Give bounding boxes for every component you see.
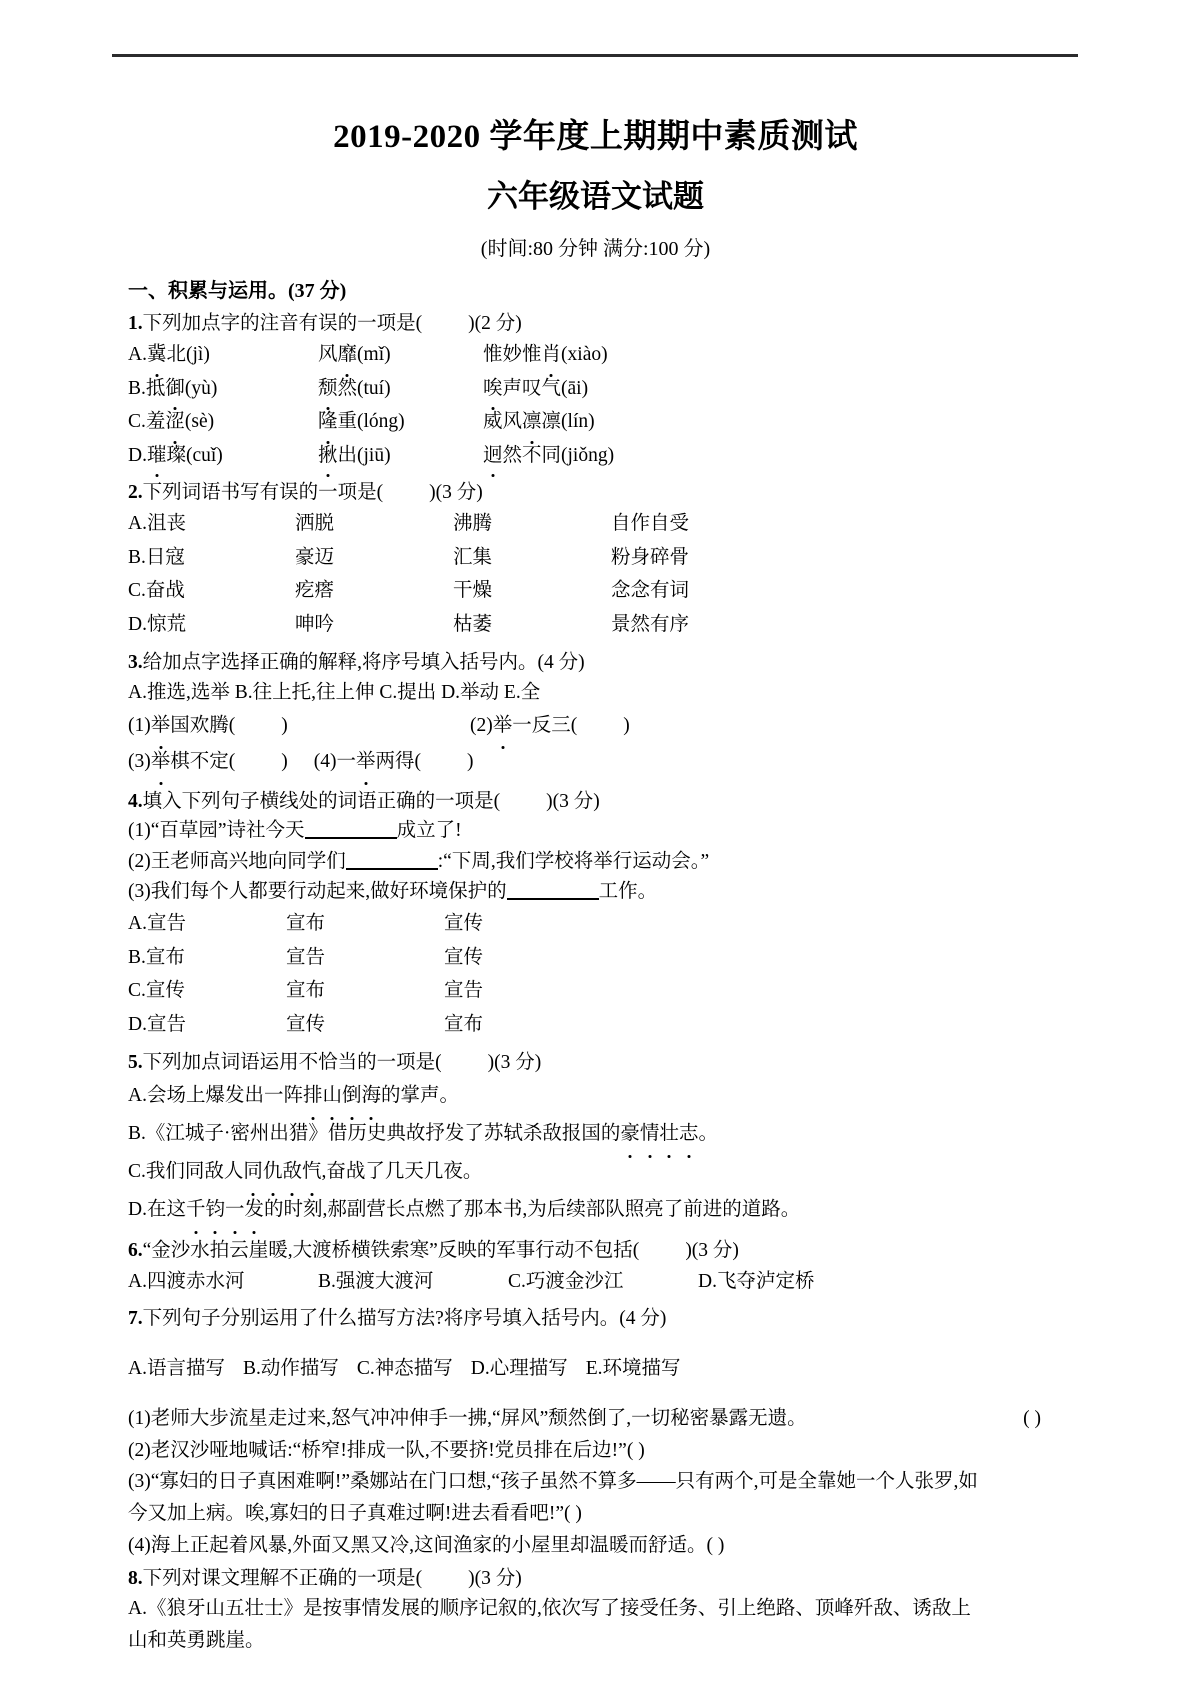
fill-blank[interactable] xyxy=(305,818,397,839)
question-6 xyxy=(128,1236,1079,1296)
dotted-char: 肖 xyxy=(542,338,562,372)
option-text: 宣布 xyxy=(286,980,326,1002)
question-5-option-b[interactable]: B.《江城子·密州出猎》借历史典故抒发了苏轼杀敌报国的豪情壮志。 xyxy=(128,1115,1079,1153)
question-3-item-1[interactable]: (1)举国欢腾( ) xyxy=(128,708,470,744)
option-text: 惟妙惟肖(xiào) xyxy=(483,338,743,372)
question-8 xyxy=(128,1564,1079,1656)
option-text: 粉身碎骨 xyxy=(611,546,690,568)
option-text: 威风凛凛(lín) xyxy=(483,405,743,439)
question-1-option-b[interactable] xyxy=(128,372,1079,406)
section-heading: 一、积累与运用。(37 分) xyxy=(128,279,347,302)
dotted-char: 举 xyxy=(151,708,171,744)
option-text: B.抵御(yù) xyxy=(128,372,318,406)
option-text: 念念有词 xyxy=(611,580,690,602)
question-3 xyxy=(128,648,1079,781)
option-text: 干燥 xyxy=(453,580,493,602)
option-text: D.宣告 xyxy=(128,1013,186,1035)
dotted-char: 举 xyxy=(151,744,171,780)
option-text: A.沮丧 xyxy=(128,513,186,535)
question-3-items-row-2 xyxy=(128,744,1079,780)
option-text: 豪迈 xyxy=(295,546,335,568)
dotted-char: 仇 xyxy=(263,1153,283,1191)
question-2-stem: 2.下列词语书写有误的一项是( )(3 分) xyxy=(128,482,483,504)
fill-blank[interactable] xyxy=(507,879,599,900)
question-7-item-2[interactable]: (2)老汉沙哑地喊话:“桥窄!排成一队,不要挤!党员排在后边!”( ) xyxy=(128,1439,645,1461)
dotted-phrase xyxy=(186,1199,264,1220)
question-4 xyxy=(128,787,1079,1041)
dotted-char: 御 xyxy=(165,372,185,406)
question-8-stem: 8.下列对课文理解不正确的一项是( )(3 分) xyxy=(128,1568,522,1590)
option-text: 呻吟 xyxy=(295,614,335,635)
question-7 xyxy=(128,1304,1079,1561)
question-1 xyxy=(128,309,1079,472)
dotted-char: 隆 xyxy=(318,405,338,439)
dotted-char: 揪 xyxy=(318,439,338,473)
question-7-item-3-line-1[interactable]: (3)“寡妇的日子真困难啊!”桑娜站在门口想,“孩子虽然不算多——只有两个,可是全靠她一个人张罗,如 xyxy=(128,1471,978,1493)
option-text: 宣布 xyxy=(286,913,326,934)
answer-blank[interactable]: ( ) xyxy=(1023,1408,1041,1430)
option-text: 汇集 xyxy=(453,546,493,568)
option-text: A.宣告 xyxy=(128,913,186,934)
question-3-options: A.推选,选举 B.往上托,往上伸 C.提出 D.举动 E.全 xyxy=(128,681,541,703)
option-text: D.璀璨(cuǐ) xyxy=(128,439,318,473)
dotted-char: 同 xyxy=(243,1153,263,1191)
dotted-char: 凛 xyxy=(522,405,542,439)
question-4-sentence-3: (3)我们每个人都要行动起来,做好环境保护的 工作。 xyxy=(128,880,658,902)
question-4-option-b[interactable] xyxy=(128,941,1079,975)
option-text: 宣告 xyxy=(286,946,326,968)
option-text: 隆重(lóng) xyxy=(318,405,483,439)
question-3-item-4[interactable]: (4)一举两得( ) xyxy=(314,744,474,780)
dotted-char: 志 xyxy=(679,1115,699,1153)
dotted-char: 一 xyxy=(225,1191,245,1229)
dotted-char: 靡 xyxy=(338,338,358,372)
question-1-option-d[interactable] xyxy=(128,439,1079,473)
question-3-item-2[interactable]: (2)举一反三( ) xyxy=(470,708,630,744)
dotted-char: 忾 xyxy=(302,1153,322,1191)
dotted-char: 倒 xyxy=(342,1077,362,1115)
dotted-char: 敌 xyxy=(282,1153,302,1191)
page-subtitle: 六年级语文试题 xyxy=(487,178,704,214)
question-6-option-d[interactable]: D.飞夺泸定桥 xyxy=(698,1270,815,1292)
dotted-char: 钧 xyxy=(206,1191,226,1229)
question-7-options xyxy=(128,1353,1079,1384)
question-7-option-c[interactable]: C.神态描写 xyxy=(356,1357,453,1379)
dotted-char: 举 xyxy=(356,744,376,780)
question-6-options xyxy=(128,1266,1079,1297)
question-4-stem: 4.填入下列句子横线处的词语正确的一项是( )(3 分) xyxy=(128,791,600,813)
dotted-char: 迥 xyxy=(483,439,503,473)
question-3-item-3[interactable]: (3)举棋不定( ) xyxy=(128,744,288,780)
option-text: 揪出(jiū) xyxy=(318,439,483,473)
question-8-option-a-line-1[interactable]: A.《狼牙山五壮士》是按事情发展的顺序记叙的,依次写了接受任务、引上绝路、顶峰歼敌、诱敌上 xyxy=(128,1598,971,1620)
question-7-option-b[interactable]: B.动作描写 xyxy=(242,1357,339,1379)
option-text: 宣传 xyxy=(444,913,484,934)
question-6-option-b[interactable]: B.强渡大渡河 xyxy=(318,1270,434,1292)
option-text: 宣告 xyxy=(444,980,484,1002)
question-7-item-1: ( ) (1)老师大步流星走过来,怒气冲冲伸手一拂,“屏风”颓然倒了,一切秘密暴露无遗。 xyxy=(128,1403,1079,1435)
exam-meta: (时间:80 分钟 满分:100 分) xyxy=(480,237,711,260)
question-5-option-a[interactable]: A.会场上爆发出一阵排山倒海的掌声。 xyxy=(128,1077,1079,1115)
dotted-char: 举 xyxy=(493,708,513,744)
dotted-char: 海 xyxy=(362,1077,382,1115)
dotted-char: 涩 xyxy=(165,405,185,439)
option-text: 宣布 xyxy=(444,1013,484,1035)
question-7-item-4[interactable]: (4)海上正起着风暴,外面又黑又冷,这间渔家的小屋里却温暖而舒适。( ) xyxy=(128,1534,725,1556)
question-7-option-d[interactable]: D.心理描写 xyxy=(470,1357,568,1379)
question-6-option-a[interactable]: A.四渡赤水河 xyxy=(128,1270,245,1292)
option-text: C.宣传 xyxy=(128,980,185,1002)
spacer xyxy=(288,744,314,780)
option-text: 宣传 xyxy=(286,1013,326,1035)
option-text: 自作自受 xyxy=(611,513,690,535)
question-7-item-3-line-2[interactable]: 今又加上病。唉,寡妇的日子真难过啊!进去看看吧!”( ) xyxy=(128,1503,582,1525)
question-1-option-c[interactable] xyxy=(128,405,1079,439)
dotted-phrase xyxy=(303,1085,381,1106)
question-3-stem: 3.给加点字选择正确的解释,将序号填入括号内。(4 分) xyxy=(128,651,585,673)
question-5-option-c[interactable]: C.我们同敌人同仇敌忾,奋战了几天几夜。 xyxy=(128,1153,1079,1191)
option-text: C.羞涩(sè) xyxy=(128,405,318,439)
question-4-option-d[interactable] xyxy=(128,1008,1079,1042)
question-4-option-a[interactable] xyxy=(128,907,1079,941)
dotted-char: 发 xyxy=(245,1191,265,1229)
question-7-stem: 7.下列句子分别运用了什么描写方法?将序号填入括号内。(4 分) xyxy=(128,1307,667,1329)
dotted-char: 冀 xyxy=(147,338,167,372)
dotted-char: 千 xyxy=(186,1191,206,1229)
option-text: 迥然不同(jiǒng) xyxy=(483,439,743,473)
dotted-char: 璀 xyxy=(147,439,167,473)
question-2-option-d[interactable] xyxy=(128,608,1079,642)
question-3-items-row-1 xyxy=(128,708,1079,744)
page-title: 2019-2020 学年度上期期中素质测试 xyxy=(333,119,858,155)
question-1-number: 1. xyxy=(128,312,143,334)
question-2-option-c[interactable] xyxy=(128,574,1079,608)
question-1-option-a[interactable] xyxy=(128,338,1079,372)
option-text: 洒脱 xyxy=(295,513,335,535)
option-text: B.宣布 xyxy=(128,946,185,968)
option-text: 唉声叹气(āi) xyxy=(483,372,743,406)
dotted-char: 壮 xyxy=(659,1115,679,1153)
option-text: 颓然(tuí) xyxy=(318,372,483,406)
option-text: A.冀北(jì) xyxy=(128,338,318,372)
option-text: 枯萎 xyxy=(453,614,493,635)
fill-blank[interactable] xyxy=(346,849,438,870)
question-8-option-a-line-2[interactable]: 山和英勇跳崖。 xyxy=(128,1630,265,1652)
question-4-sentence-2: (2)王老师高兴地向同学们 :“下周,我们学校将举行运动会。” xyxy=(128,850,710,872)
dotted-phrase xyxy=(620,1123,698,1144)
option-text: 疙瘩 xyxy=(295,580,335,602)
option-text: 风靡(mǐ) xyxy=(318,338,483,372)
question-7-option-a[interactable]: A.语言描写 xyxy=(128,1357,225,1379)
option-text: 宣传 xyxy=(444,946,484,968)
question-7-option-e[interactable]: E.环境描写 xyxy=(585,1357,681,1379)
exam-body xyxy=(0,261,1191,1657)
question-1-stem xyxy=(128,309,1079,338)
question-6-option-c[interactable]: C.巧渡金沙江 xyxy=(508,1270,624,1292)
question-4-option-c[interactable] xyxy=(128,974,1079,1008)
option-text: B.日寇 xyxy=(128,546,185,568)
question-5 xyxy=(128,1048,1079,1229)
dotted-char: 唉 xyxy=(483,372,503,406)
option-text: D.惊荒 xyxy=(128,614,186,635)
question-5-stem: 5.下列加点词语运用不恰当的一项是( )(3 分) xyxy=(128,1052,542,1074)
option-text: C.奋战 xyxy=(128,580,185,602)
dotted-char: 山 xyxy=(323,1077,343,1115)
question-2-option-b[interactable] xyxy=(128,541,1079,575)
question-6-stem: 6.“金沙水拍云崖暖,大渡桥横铁索寒”反映的军事行动不包括( )(3 分) xyxy=(128,1240,739,1262)
option-text: 景然有序 xyxy=(611,614,690,635)
dotted-phrase xyxy=(243,1161,321,1182)
question-1-stem-after: )(2 分) xyxy=(468,312,522,334)
dotted-char: 排 xyxy=(303,1077,323,1115)
question-2-option-a[interactable] xyxy=(128,507,1079,541)
dotted-char: 颓 xyxy=(318,372,338,406)
dotted-char: 豪 xyxy=(620,1115,640,1153)
question-4-sentence-1: (1)“百草园”诗社今天 成立了! xyxy=(128,820,462,842)
question-5-option-d[interactable]: D.在这千钧一发的时刻,郝副营长点燃了那本书,为后续部队照亮了前进的道路。 xyxy=(128,1191,1079,1229)
question-1-stem-before: 下列加点字的注音有误的一项是( xyxy=(142,312,423,334)
dotted-char: 情 xyxy=(640,1115,660,1153)
option-text: 沸腾 xyxy=(453,513,493,535)
question-2 xyxy=(128,478,1079,641)
